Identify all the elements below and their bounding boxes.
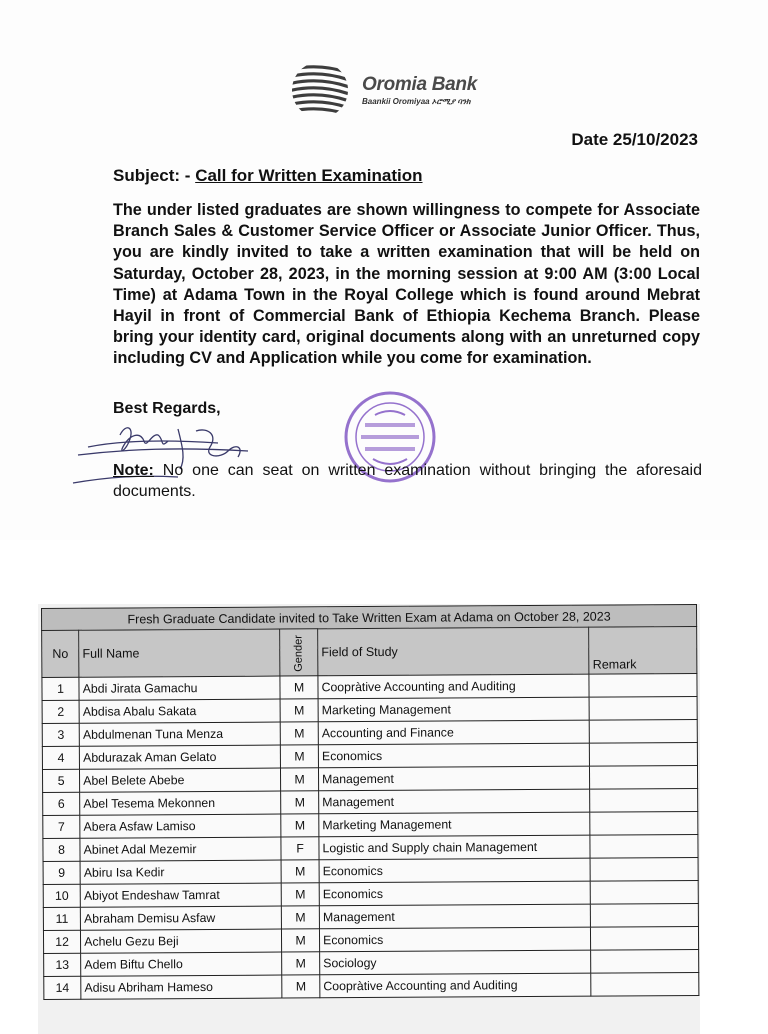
note-label: Note: [113,462,154,479]
row-remark [591,972,699,996]
bank-subtitle: Baankii Oromiyaa ኦሮሚያ ባንክ [362,97,471,106]
row-no: 6 [43,792,80,815]
row-remark [591,949,699,973]
row-field: Economics [320,927,591,952]
row-remark [589,673,697,697]
row-name: Abiru Isa Kedir [80,860,281,884]
row-remark [590,719,698,743]
row-gender: M [281,860,319,883]
table-title: Fresh Graduate Candidate invited to Take Written Exam at Adama on October 28, 2023 [42,604,697,630]
row-gender: M [281,768,319,791]
row-no: 9 [43,861,80,884]
row-no: 12 [43,930,80,953]
row-no: 4 [42,746,79,769]
row-no: 2 [42,700,79,723]
row-gender: M [281,883,319,906]
letter-body: The under listed graduates are shown willingness to compete for Associate Branch Sales & Customer Service Officer or Associate Junior Officer. Thus, you are kindly invited to take a written examination that will be held on Saturday, October 28, 2023, in the morning session at 9:00 AM (3:00 Local Time) at Adama Town in the Royal College which is found around Mebrat Hayil in front of Commercial Bank of Ethiopia Kechema Branch. Please bring your identity card, original documents along with an unreturned copy including CV and Application while you come for examination. [113,201,700,368]
row-field: Economics [318,743,589,768]
row-name: Abraham Demisu Asfaw [81,906,282,930]
column-header-remark: Remark [589,626,697,674]
row-no: 13 [44,953,81,976]
row-no: 11 [43,907,80,930]
row-name: Adem Biftu Chello [81,952,282,976]
regards-text: Best Regards, [113,400,221,417]
row-field: Accounting and Finance [318,720,589,745]
candidate-table [41,604,699,1000]
table-row [44,972,699,999]
letter-date: Date 25/10/2023 [571,130,698,149]
row-gender: M [282,975,320,998]
row-name: Achelu Gezu Beji [81,929,282,953]
row-field: Logistic and Supply chain Management [319,835,590,860]
row-field: Management [319,789,590,814]
row-no: 3 [42,723,79,746]
row-name: Abel Tesema Mekonnen [80,791,281,815]
row-name: Abinet Adal Mezemir [80,837,281,861]
row-name: Abdi Jirata Gamachu [79,676,280,700]
row-gender: M [281,814,319,837]
row-gender: M [282,952,320,975]
row-gender: M [281,906,319,929]
row-remark [590,788,698,812]
row-remark [590,742,698,766]
row-name: Abdurazak Aman Gelato [80,745,281,769]
row-remark [589,696,697,720]
subject-text: Call for Written Examination [195,166,423,185]
row-field: Coopràtive Accounting and Auditing [318,674,589,699]
row-remark [590,857,698,881]
letter-subject [113,166,423,186]
row-remark [590,811,698,835]
row-gender: M [280,722,318,745]
row-name: Abel Belete Abebe [80,768,281,792]
letter-note [113,460,702,502]
subject-prefix: Subject: - [113,166,191,185]
row-gender: M [281,745,319,768]
row-name: Abiyot Endeshaw Tamrat [80,883,281,907]
row-no: 10 [43,884,80,907]
column-header-gender [280,629,318,676]
gender-header-text: Gender [292,635,306,672]
column-header-no: No [42,630,79,677]
row-no: 8 [43,838,80,861]
row-gender: M [280,699,318,722]
row-remark [590,834,698,858]
note-text: No one can seat on written examination without bringing the aforesaid documents. [113,462,702,500]
row-name: Abdulmenan Tuna Menza [79,722,280,746]
row-name: Abera Asfaw Lamiso [80,814,281,838]
row-no: 1 [42,677,79,700]
row-field: Management [319,904,590,929]
bank-logo [288,60,518,120]
row-remark [590,765,698,789]
row-no: 5 [42,769,79,792]
row-gender: M [281,791,319,814]
row-no: 14 [44,976,81,999]
row-field: Marketing Management [318,697,589,722]
row-name: Adisu Abriham Hameso [81,975,282,999]
column-header-name: Full Name [79,629,280,677]
row-remark [591,880,699,904]
globe-logo-icon [288,60,352,120]
row-field: Management [319,766,590,791]
row-field: Coopràtive Accounting and Auditing [320,973,591,998]
row-name: Abdisa Abalu Sakata [79,699,280,723]
row-no: 7 [43,815,80,838]
row-field: Economics [319,881,590,906]
row-gender: F [281,837,319,860]
row-field: Economics [319,858,590,883]
row-remark [591,926,699,950]
row-gender: M [280,676,318,699]
row-gender: M [282,929,320,952]
row-field: Sociology [320,950,591,975]
row-field: Marketing Management [319,812,590,837]
bank-name: Oromia Bank [362,74,477,95]
row-remark [591,903,699,927]
column-header-field: Field of Study [318,627,590,676]
